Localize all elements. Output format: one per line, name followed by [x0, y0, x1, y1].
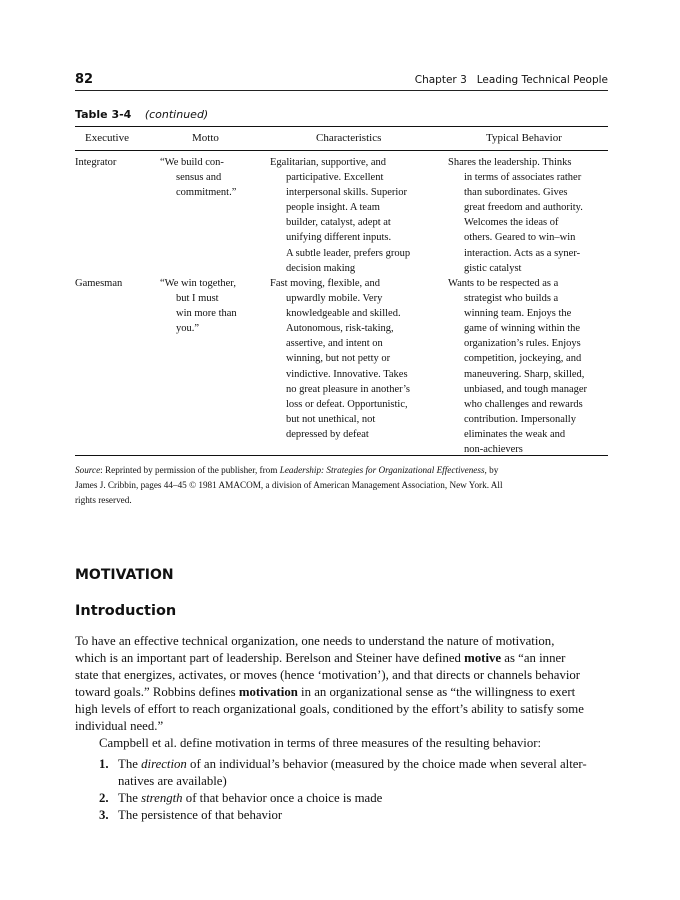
column-header-executive: Executive — [85, 132, 129, 144]
source-label: Source — [75, 465, 101, 475]
paragraph-1: To have an effective technical organization, one needs to understand the nature of motivation, which is an important part of leadership. Berelson and Steiner have defined motive as “an inner state that energizes, activates, or moves (hence ‘motivation’), and that directs or channels behavior toward goals.” Robbins defines motivation in an organizational sense as “the willingness to exert high levels of effort to reach organizational goals, conditioned by the effort’s ability to satisfy some individual need.” — [75, 634, 584, 733]
list-item: 1. The direction of an individual’s behavior (measured by the choice made when several alter- natives are available) — [99, 757, 587, 788]
table-top-rule — [75, 126, 608, 127]
table-header-rule — [75, 150, 608, 151]
table-cell-motto: “We win together, but I must win more than you.” — [160, 278, 237, 335]
table-cell-behavior: Shares the leadership. Thinks in terms of associates rather than subordinates. Gives great freedom and authority. Welcomes the ideas of others. Geared to win–win interaction. Acts as a syner- gistic catalyst — [448, 157, 583, 274]
term-motive: motive — [464, 651, 502, 665]
numbered-list — [99, 756, 587, 824]
paragraph-2: Campbell et al. define motivation in terms of three measures of the resulting behavior: — [99, 736, 542, 750]
header-rule — [75, 90, 608, 91]
list-item: 2. The strength of that behavior once a choice is made — [99, 791, 383, 805]
section-heading: MOTIVATION — [75, 567, 174, 583]
term-motivation: motivation — [238, 685, 298, 699]
table-cell-executive: Gamesman — [75, 278, 123, 289]
table-cell-executive: Integrator — [75, 157, 117, 168]
table-cell-characteristics: Fast moving, flexible, and upwardly mobile. Very knowledgeable and skilled. Autonomous, risk-taking, assertive, and intent on winning, but not petty or vindictive. Innovative. Takes no great pleasure in another’s loss or defeat. Opportunistic, but not unethical, not depressed by defeat — [270, 278, 411, 440]
list-item: 3. The persistence of that behavior — [99, 808, 283, 822]
table-cell-behavior: Wants to be respected as a strategist who builds a winning team. Enjoys the game of winning within the organization’s rules. Enjoys competition, jockeying, and maneuvering. Sharp, skilled, unbiased, and tough manager who challenges and rewards contribution. Impersonally eliminates the weak and non-achievers — [448, 278, 588, 456]
column-header-motto: Motto — [192, 132, 219, 144]
table-label: Table 3-4 — [75, 108, 132, 121]
table-caption — [75, 108, 208, 121]
table-cell-motto: “We build con- sensus and commitment.” — [160, 157, 237, 199]
column-header-characteristics: Characteristics — [316, 132, 382, 144]
running-head: Chapter 3 Leading Technical People — [414, 74, 608, 86]
table-cell-characteristics: Egalitarian, supportive, and participative. Excellent interpersonal skills. Superior people insight. A team builder, catalyst, adept at unifying different inputs. A subtle leader, prefers group decision making — [270, 157, 411, 274]
page-number: 82 — [75, 72, 94, 87]
subsection-heading: Introduction — [75, 603, 177, 619]
table-continued: (continued) — [144, 108, 209, 121]
column-header-typical-behavior: Typical Behavior — [486, 132, 562, 144]
table-source-note: Source: Reprinted by permission of the publisher, from Leadership: Strategies for Organizational Effectiveness, by James J. Cribbin, pages 44–45 © 1981 AMACOM, a division of American Management Association, New York. All rights reserved. — [75, 465, 503, 505]
source-book-title: Leadership: Strategies for Organizational Effectiveness — [279, 465, 485, 475]
page-header — [75, 72, 608, 90]
